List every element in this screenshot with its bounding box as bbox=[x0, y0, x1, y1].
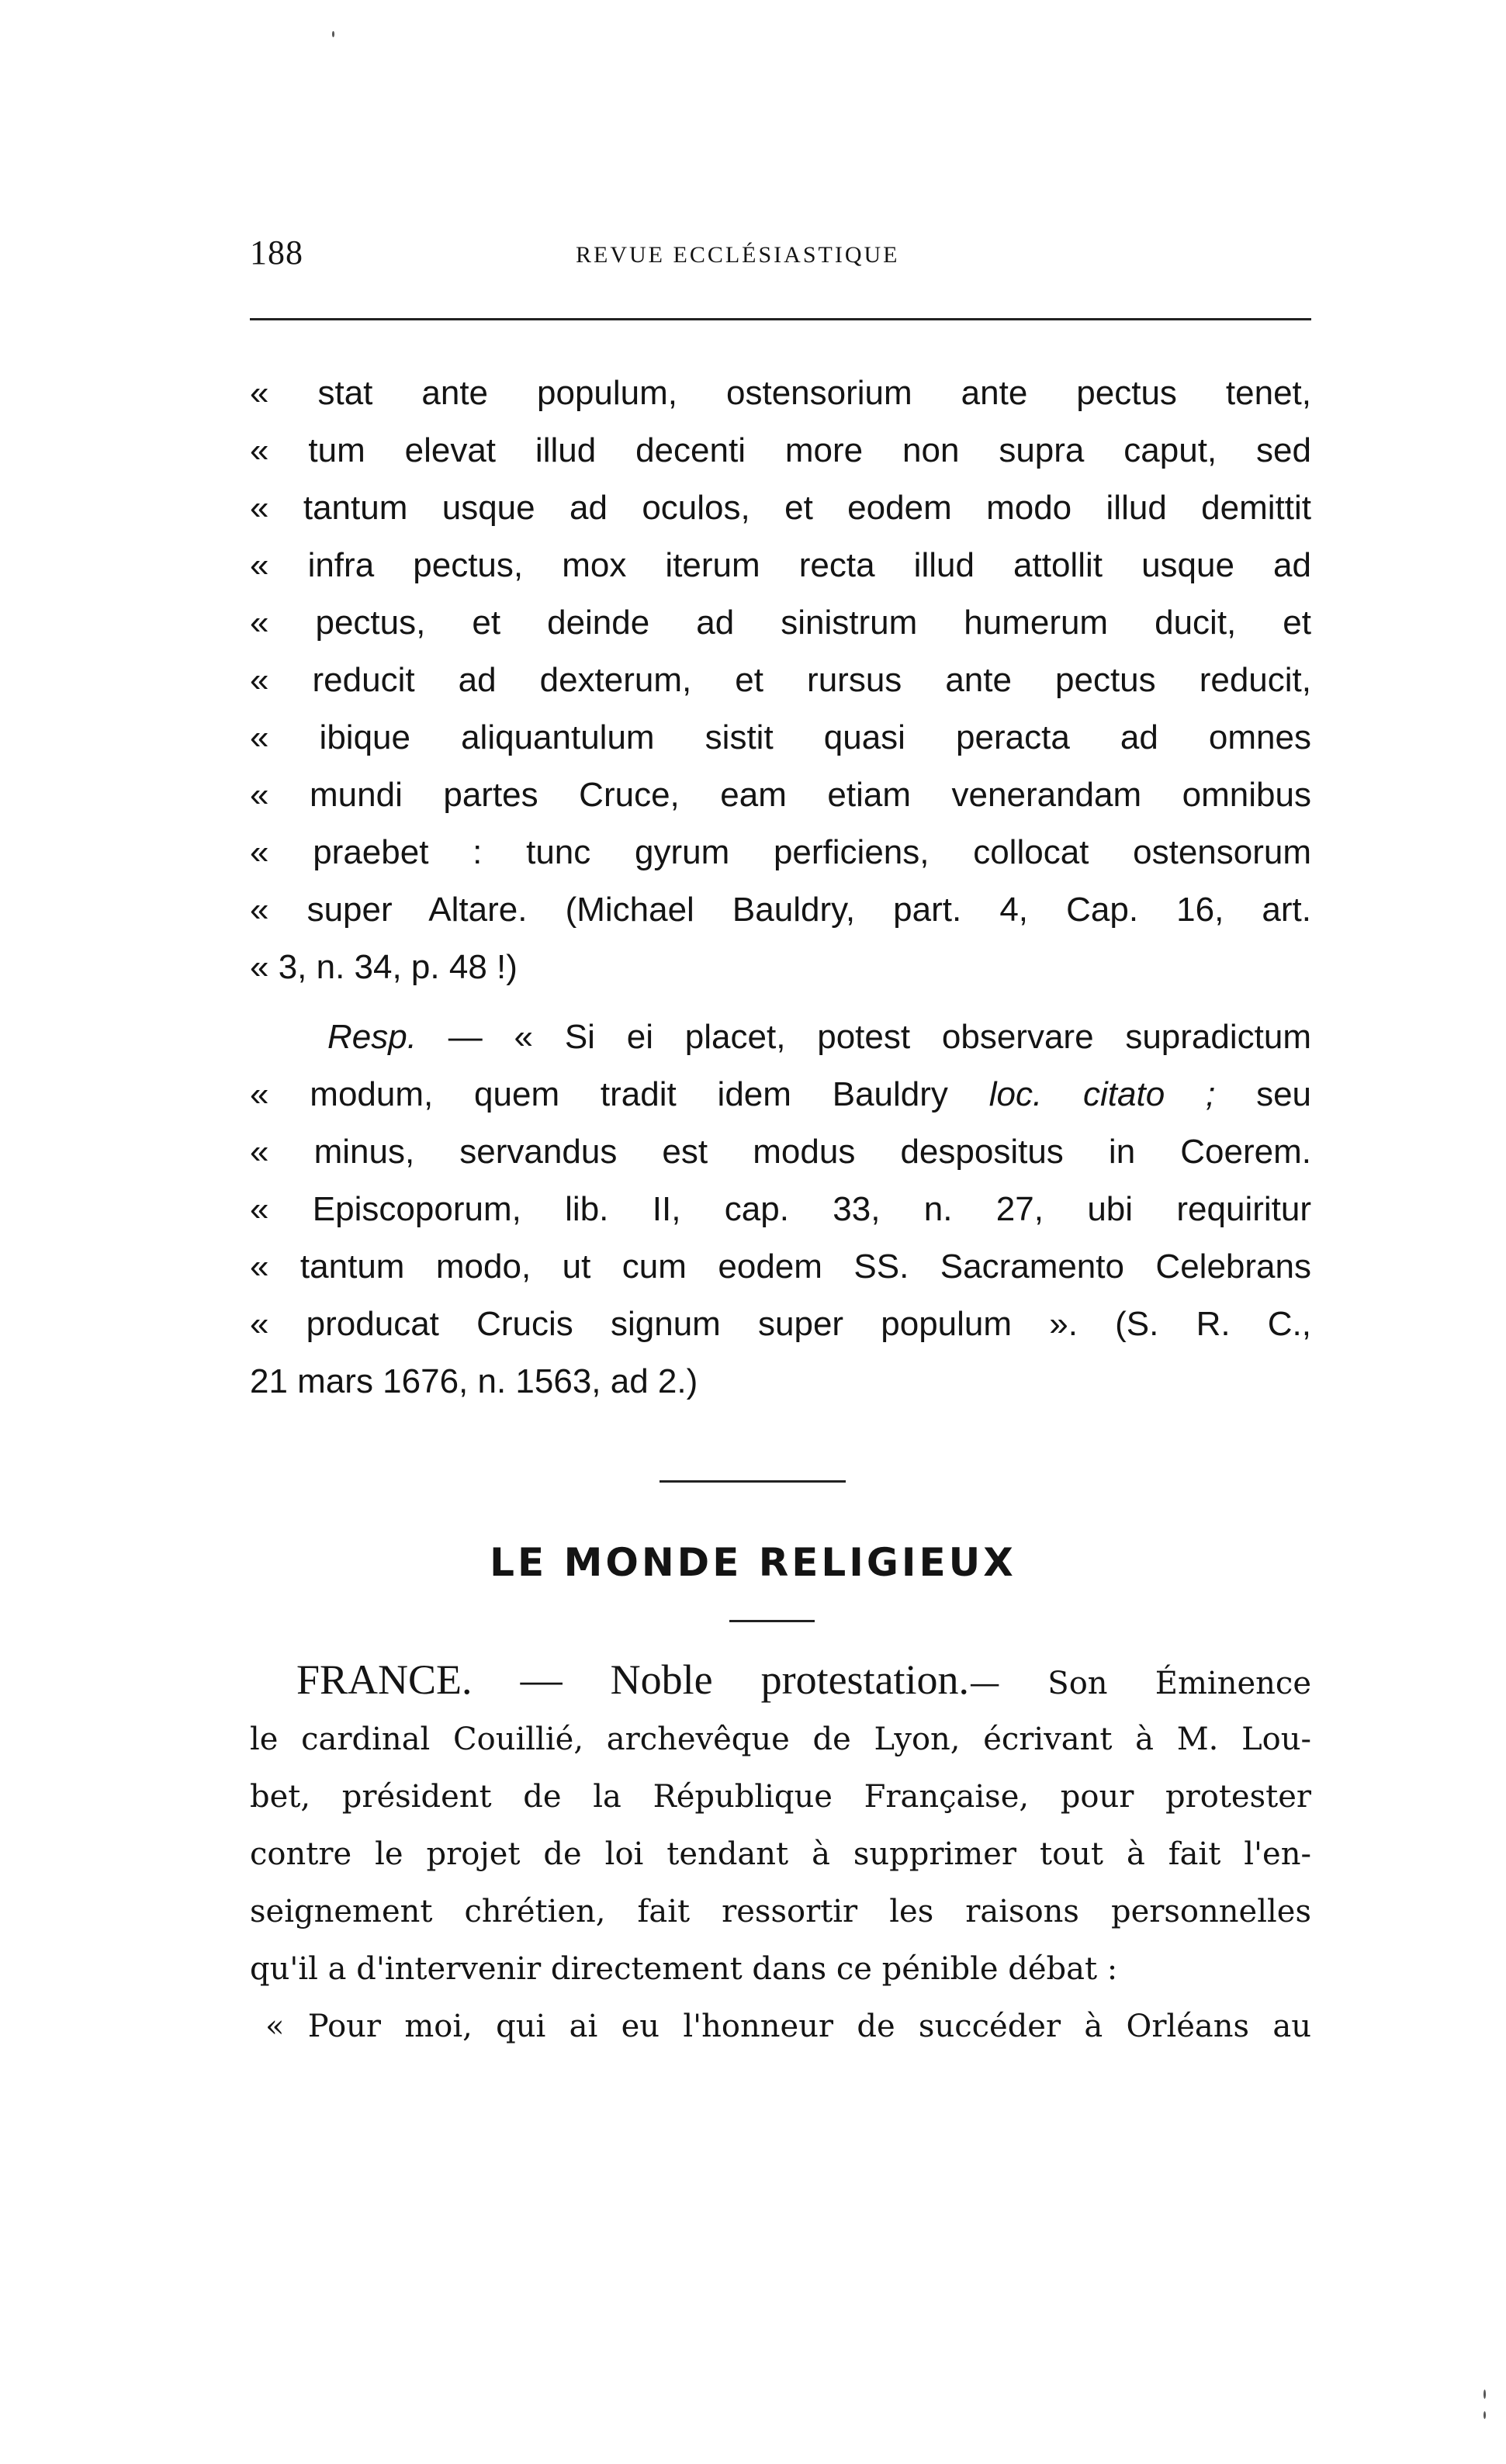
response-block bbox=[250, 1009, 1311, 1410]
response-line: « tantum modo, ut cum eodem SS. Sacramento Celebrans bbox=[250, 1248, 1311, 1286]
quote-line: « infra pectus, mox iterum recta illud attollit usque ad bbox=[250, 546, 1311, 584]
article-line: contre le projet de loi tendant à supprimer tout à fait l'en- bbox=[250, 1836, 1311, 1872]
quote-line: « super Altare. (Michael Bauldry, part. 4, Cap. 16, art. bbox=[250, 891, 1311, 929]
quote-line: « stat ante populum, ostensorium ante pectus tenet, bbox=[250, 374, 1311, 412]
response-line: « producat Crucis signum super populum ». (S. R. C., bbox=[250, 1305, 1311, 1343]
quote-line: « pectus, et deinde ad sinistrum humerum ducit, et bbox=[250, 604, 1311, 642]
quote-line: « ibique aliquantulum sistit quasi peracta ad omnes bbox=[250, 718, 1311, 756]
quote-line: « tantum usque ad oculos, et eodem modo illud demittit bbox=[250, 489, 1311, 527]
quote-line: « tum elevat illud decenti more non supra caput, sed bbox=[250, 431, 1311, 469]
section-title: LE MONDE RELIGIEUX bbox=[490, 1540, 1016, 1585]
section-divider bbox=[660, 1480, 846, 1483]
response-line: 21 mars 1676, n. 1563, ad 2.) bbox=[250, 1362, 698, 1400]
response-first-text: — « Si ei placet, potest observare supradictum bbox=[416, 1018, 1311, 1056]
article-line: qu'il a d'intervenir directement dans ce pénible débat : bbox=[250, 1951, 1118, 1987]
article-lead-rest: — Son Éminence bbox=[969, 1666, 1311, 1701]
quote-line: « praebet : tunc gyrum perficiens, collocat ostensorum bbox=[250, 833, 1311, 871]
article-lead: FRANCE. — Noble protestation. bbox=[296, 1656, 970, 1703]
response-line: « minus, servandus est modus despositus in Coerem. bbox=[250, 1133, 1311, 1171]
response-line-text: « modum, quem tradit idem Bauldry bbox=[250, 1075, 989, 1113]
scan-speck bbox=[1483, 2390, 1486, 2399]
article-line: le cardinal Couillié, archevêque de Lyon, écrivant à M. Lou- bbox=[250, 1722, 1311, 1757]
header-rule bbox=[250, 318, 1311, 320]
response-line bbox=[250, 1066, 1311, 1123]
quote-line: « mundi partes Cruce, eam etiam venerandam omnibus bbox=[250, 776, 1311, 814]
response-label: Resp. bbox=[327, 1018, 417, 1056]
response-first-line bbox=[250, 1009, 1311, 1066]
scan-speck bbox=[332, 31, 334, 37]
response-citation: loc. citato ; bbox=[988, 1075, 1216, 1113]
quote-line: « reducit ad dexterum, et rursus ante pectus reducit, bbox=[250, 661, 1311, 699]
page-number: 188 bbox=[250, 234, 303, 272]
running-head: REVUE ECCLÉSIASTIQUE bbox=[576, 242, 900, 268]
article-line: « Pour moi, qui ai eu l'honneur de succéder à Orléans au bbox=[265, 2009, 1311, 2044]
article-line: bet, président de la République Française, pour protester bbox=[250, 1779, 1311, 1815]
response-line-text: seu bbox=[1215, 1075, 1312, 1113]
article-lead-line bbox=[250, 1649, 1311, 1711]
quote-line: « 3, n. 34, p. 48 !) bbox=[250, 948, 518, 986]
page-header bbox=[250, 233, 1311, 279]
section-title-underline bbox=[729, 1620, 815, 1622]
quote-block bbox=[250, 365, 1311, 996]
article-block bbox=[250, 1649, 1311, 2055]
scan-speck bbox=[1483, 2411, 1486, 2419]
response-line: « Episcoporum, lib. II, cap. 33, n. 27, ubi requiritur bbox=[250, 1190, 1311, 1228]
article-line: seignement chrétien, fait ressortir les raisons personnelles bbox=[250, 1894, 1311, 1929]
